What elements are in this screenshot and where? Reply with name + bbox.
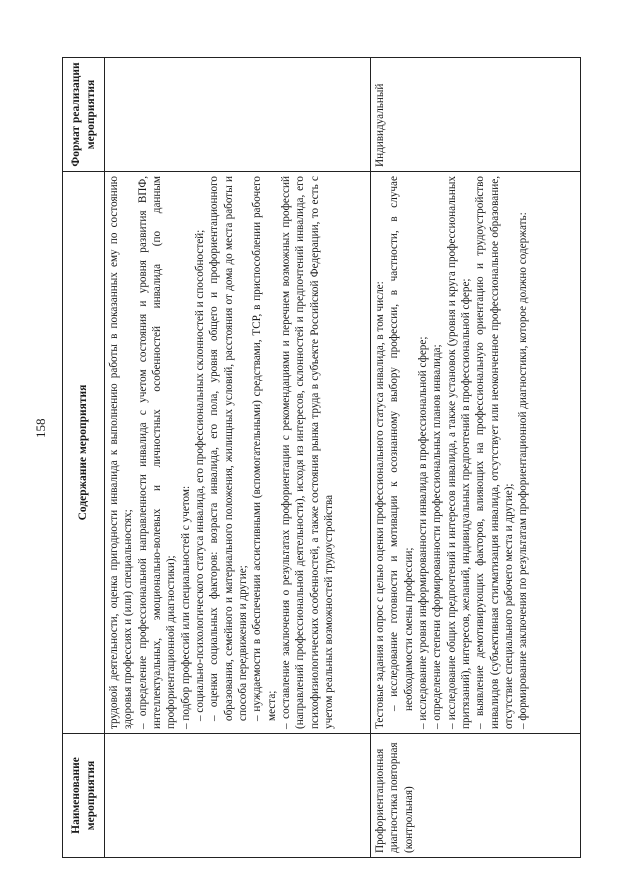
header-content: Содержание мероприятия — [63, 172, 105, 734]
table-row — [371, 58, 581, 858]
row1-format — [105, 58, 371, 172]
rotated-table-container — [62, 58, 580, 858]
content-item: Тестовые задания и опрос с целью оценки профессионального статуса инвалида, в том числе: — [374, 281, 386, 729]
table-row — [105, 58, 371, 858]
content-item: – подбор профессий или специальностей с учетом: — [179, 485, 192, 729]
page-number: 158 — [33, 418, 48, 438]
row1-content-list — [107, 176, 336, 729]
header-name: Наименование мероприятия — [63, 734, 105, 858]
content-item: – социально-психологического статуса инвалида, его профессиональных склонностей и способностей; — [193, 229, 206, 721]
activities-table — [62, 57, 581, 858]
content-item: – определение профессиональной направленности инвалида с учетом состояния и уровня развития ВПФ, интеллектуальных, эмоционально-волевых и личностных особенностей инвалида (по данным профориентационной диагностики); — [136, 176, 178, 729]
content-item: – исследование уровня информированности инвалида в профессиональной сфере; — [416, 336, 429, 729]
content-item: – нуждаемости в обеспечении ассистивными (вспомогательными) средствами, ТСР, в приспособлении рабочего места; — [251, 176, 278, 721]
row2-format: Индивидуальный — [371, 58, 581, 172]
content-item: – оценки социальных факторов: возраста инвалида, его пола, уровня общего и профориентационного образования, семейного и материального положения, жилищных условий, расстояния от дома до места работы и способа передвижения и другие; — [208, 176, 249, 721]
content-item: – формирование заключения по результатам профориентационной диагностики, которое должно содержать: — [517, 212, 530, 729]
row1-content — [105, 172, 371, 734]
row1-name — [105, 734, 371, 858]
content-item: – составление заключения о результатах профориентации с рекомендациями и перечнем возможных профессий (направлений профессиональной деятельности), исходя из интересов, склонностей и предпочтений инвалида, его психофизиологических особенностей, а также состояния рынка труда в субъекте Российской Федерации, то есть с учетом реальных возможностей трудоустройства — [279, 176, 335, 729]
content-item: – исследование общих предпочтений и интересов инвалида, а также установок (уровня и круга профессиональных притязаний), интересов, желаний, индивидуальных предпочтений в профессиональной сфере; — [445, 176, 472, 729]
content-item: – определение степени сформированности профессиональных планов инвалида; — [431, 344, 444, 729]
table-header-row — [63, 58, 105, 858]
row2-content-list — [373, 176, 531, 729]
content-item: – исследование готовности и мотивации к осознанному выбору профессии, в частности, в случае необходимости смены профессии; — [388, 176, 415, 711]
row2-content — [371, 172, 581, 734]
header-format: Формат реализации мероприятия — [63, 58, 105, 172]
row2-name: Профориентационная диагностика повторная (контрольная) — [371, 734, 581, 858]
content-item: – выявление демотивирующих факторов, влияющих на профессиональную ориентацию и трудоустройство инвалидов (субъективная стигматизация инвалида, отсутствует или неоконченное профессиональное образование, отсутствие специального рабочего места и другие); — [474, 176, 515, 729]
content-item: трудовой деятельности, оценка пригодности инвалида к выполнению работы в показанных ему по состоянию здоровья профессиях и (или) специальностях; — [108, 176, 135, 729]
